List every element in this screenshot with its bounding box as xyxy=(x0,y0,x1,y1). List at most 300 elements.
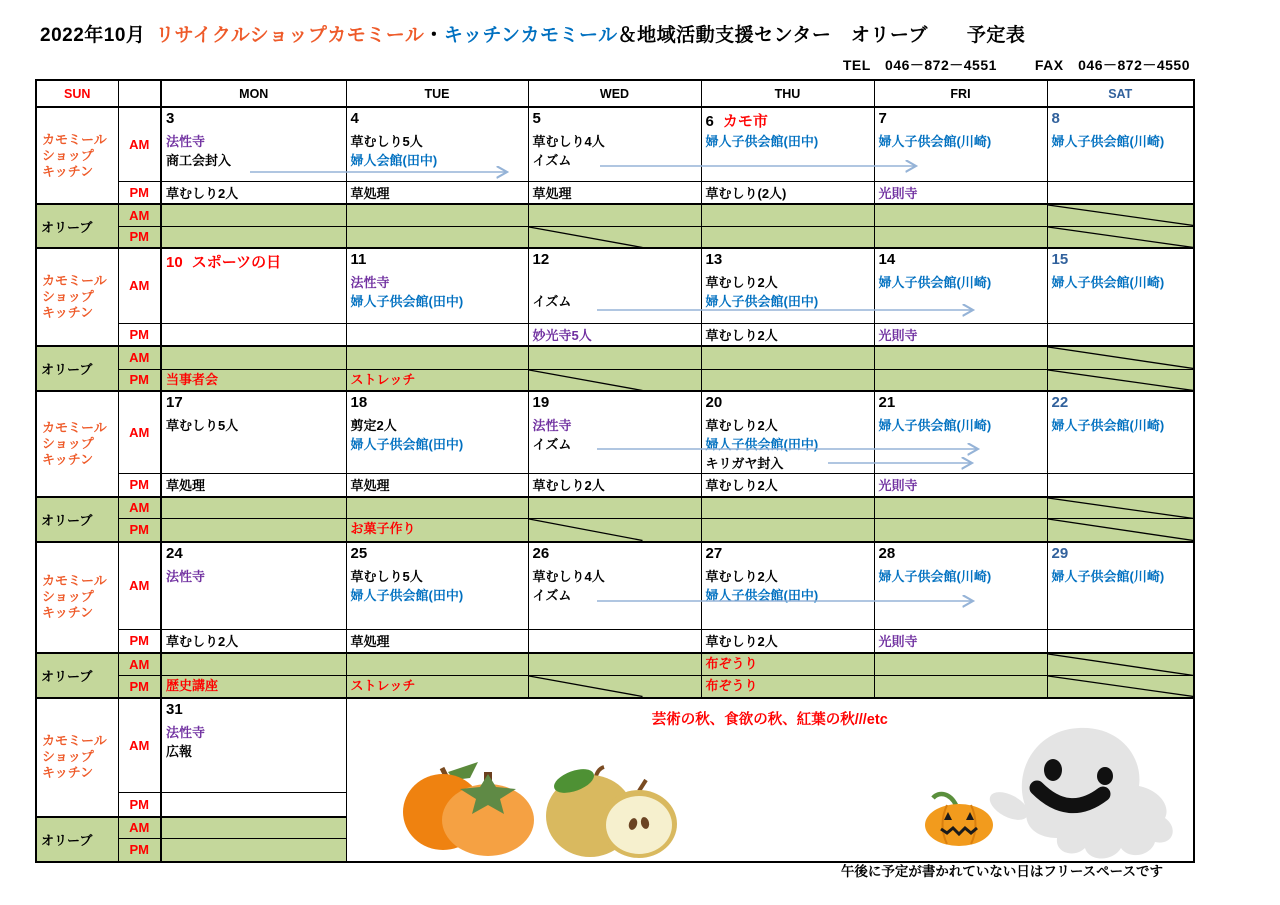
am-label: AM xyxy=(118,248,161,323)
date-row xyxy=(875,249,1047,273)
contact-info xyxy=(35,55,1190,75)
schedule-entry: 婦人子供会館(田中) xyxy=(705,587,819,603)
day-15-olive-pm xyxy=(1047,369,1194,391)
schedule-entry: 婦人子供会館(川崎) xyxy=(1051,275,1165,290)
week-1-pm-row xyxy=(36,181,1194,204)
group-label-line: ショップ xyxy=(42,147,94,163)
schedule-entry: ストレッチ xyxy=(350,678,416,693)
day-5-pm xyxy=(528,181,701,204)
day-6-am xyxy=(701,107,874,181)
day-27-pm xyxy=(701,630,874,653)
schedule-entry: 法性寺 xyxy=(166,724,206,740)
olive-am-label: AM xyxy=(118,817,161,839)
group-label-olive: オリーブ xyxy=(36,653,118,698)
group-label-olive: オリーブ xyxy=(36,204,118,248)
day-31-olive-pm xyxy=(161,839,346,862)
day-17-am xyxy=(161,391,346,474)
date-row xyxy=(162,699,346,723)
title-month: 2022年10月 xyxy=(40,25,146,46)
group-label-olive: オリーブ xyxy=(36,817,118,862)
day-21-olive-pm xyxy=(874,519,1047,542)
date-number: 13 xyxy=(705,251,723,268)
strike-line xyxy=(529,227,701,248)
group-label-line: キッチン xyxy=(42,163,94,179)
day-6-pm xyxy=(701,181,874,204)
schedule-entry: キリガヤ封入 xyxy=(705,456,784,471)
day-15-am xyxy=(1047,248,1194,323)
pm-label: PM xyxy=(118,630,161,653)
day-12-olive-am xyxy=(528,346,701,369)
day-10-am xyxy=(161,248,346,323)
olive-pm-label: PM xyxy=(118,369,161,391)
schedule-entry: 草むしり5人 xyxy=(350,568,423,584)
holiday-label: スポーツの日 xyxy=(191,254,282,271)
week-4-olive-am-row xyxy=(36,653,1194,676)
schedule-entry: 剪定2人 xyxy=(350,418,397,433)
day-24-pm xyxy=(161,630,346,653)
schedule-entry: 草むしり2人 xyxy=(705,327,778,343)
schedule-entry: イズム xyxy=(532,153,572,168)
date-number: 20 xyxy=(705,394,723,411)
group-label-olive: オリーブ xyxy=(36,497,118,542)
seasonal-note: 芸術の秋、食欲の秋、紅葉の秋///etc xyxy=(651,711,888,728)
group-label-line: ショップ xyxy=(42,289,94,304)
date-number: 27 xyxy=(705,544,723,562)
day-29-pm xyxy=(1047,630,1194,653)
schedule-entry: 法性寺 xyxy=(166,134,206,149)
schedule-entry: 布ぞうり xyxy=(705,655,758,671)
day-19-pm xyxy=(528,474,701,497)
day-28-olive-am xyxy=(874,653,1047,676)
day-27-olive-am xyxy=(701,653,874,676)
schedule-entry: イズム xyxy=(532,437,572,452)
date-number: 17 xyxy=(166,394,183,411)
group-label-chamomile xyxy=(36,248,118,346)
week-3-am-row xyxy=(36,391,1194,474)
day-5-am xyxy=(528,107,701,181)
group-label-line: カモミール xyxy=(42,419,107,435)
schedule-entry: ストレッチ xyxy=(350,371,416,387)
date-row xyxy=(875,108,1047,132)
fax-number: FAX 046－872－4550 xyxy=(1034,57,1190,73)
schedule-entry: 婦人子供会館(川崎) xyxy=(878,275,992,290)
schedule-entry: 草むしり5人 xyxy=(350,134,423,149)
week-4-pm-row xyxy=(36,630,1194,653)
pm-label: PM xyxy=(118,323,161,346)
day-21-am xyxy=(874,391,1047,474)
header-tue: TUE xyxy=(346,80,528,107)
day-31-pm xyxy=(161,793,346,817)
olive-am-label: AM xyxy=(118,204,161,226)
group-label-line: キッチン xyxy=(42,605,94,620)
date-number: 31 xyxy=(166,700,183,718)
day-3-pm xyxy=(161,181,346,204)
day-13-olive-am xyxy=(701,346,874,369)
schedule-entry: 草むしり2人 xyxy=(705,568,778,584)
day-22-olive-pm xyxy=(1047,519,1194,542)
schedule-entry: お菓子作り xyxy=(350,521,416,536)
day-10-olive-pm xyxy=(161,369,346,391)
week-2-pm-row xyxy=(36,323,1194,346)
date-number: 25 xyxy=(350,544,368,562)
day-14-olive-pm xyxy=(874,369,1047,391)
date-row xyxy=(347,543,528,567)
schedule-entry: 草処理 xyxy=(166,478,206,493)
date-row xyxy=(529,249,701,273)
date-number: 14 xyxy=(878,251,896,268)
day-6-olive-pm xyxy=(701,226,874,248)
week-5-am-row xyxy=(36,698,1194,793)
schedule-entry: 草むしり2人 xyxy=(166,634,239,649)
date-row xyxy=(702,392,874,416)
date-row xyxy=(347,392,528,416)
strike-line xyxy=(1048,205,1194,226)
header-sat: SAT xyxy=(1047,80,1194,107)
day-17-pm xyxy=(161,474,346,497)
group-label-line: カモミール xyxy=(42,273,107,288)
day-15-pm xyxy=(1047,323,1194,346)
weekday-header xyxy=(36,80,1194,107)
header-fri: FRI xyxy=(874,80,1047,107)
day-28-pm xyxy=(874,630,1047,653)
date-number: 7 xyxy=(878,110,887,127)
day-12-pm xyxy=(528,323,701,346)
date-row xyxy=(1048,392,1194,416)
week-2-olive-am-row xyxy=(36,346,1194,369)
day-17-olive-am xyxy=(161,497,346,519)
schedule-entry: 草むしり2人 xyxy=(166,185,239,201)
strike-line xyxy=(1048,227,1194,248)
day-7-olive-pm xyxy=(874,226,1047,248)
free-space-cell xyxy=(346,698,1194,862)
day-21-olive-am xyxy=(874,497,1047,519)
day-20-am xyxy=(701,391,874,474)
day-4-am xyxy=(346,107,528,181)
day-25-olive-am xyxy=(346,653,528,676)
schedule-entry: 光則寺 xyxy=(878,634,918,649)
schedule-entry: 歴史講座 xyxy=(166,678,219,693)
day-11-olive-pm xyxy=(346,369,528,391)
week-3-olive-am-row xyxy=(36,497,1194,519)
day-7-am xyxy=(874,107,1047,181)
schedule-entry: 広報 xyxy=(166,743,193,759)
week-4-am-row xyxy=(36,542,1194,630)
schedule-entry: 草むしり(2人) xyxy=(705,185,787,201)
schedule-entry: 草むしり5人 xyxy=(166,418,239,433)
date-number: 22 xyxy=(1051,394,1069,411)
title-rest: ＆地域活動支援センター オリーブ 予定表 xyxy=(617,25,1026,46)
date-row xyxy=(702,249,874,273)
strike-line xyxy=(1048,498,1194,519)
schedule-entry: イズム xyxy=(532,294,572,309)
week-2-am-row xyxy=(36,248,1194,323)
date-number: 11 xyxy=(350,251,367,268)
day-11-am xyxy=(346,248,528,323)
header-thu: THU xyxy=(701,80,874,107)
olive-pm-label: PM xyxy=(118,226,161,248)
day-10-pm xyxy=(161,323,346,346)
title-kitchen-name: キッチンカモミール xyxy=(443,25,618,46)
day-15-olive-am xyxy=(1047,346,1194,369)
day-14-pm xyxy=(874,323,1047,346)
day-18-pm xyxy=(346,474,528,497)
date-row xyxy=(529,543,701,567)
schedule-entry: 草処理 xyxy=(350,634,390,649)
day-3-olive-am xyxy=(161,204,346,226)
day-24-olive-pm xyxy=(161,676,346,698)
week-1-olive-pm-row xyxy=(36,226,1194,248)
header-wed: WED xyxy=(528,80,701,107)
day-19-am xyxy=(528,391,701,474)
date-number: 19 xyxy=(532,394,550,411)
day-28-am xyxy=(874,542,1047,630)
week-4-olive-pm-row xyxy=(36,676,1194,698)
group-label-line: ショップ xyxy=(42,435,94,451)
strike-line xyxy=(529,519,701,541)
schedule-entry: 当事者会 xyxy=(166,371,219,387)
schedule-entry: 婦人子供会館(川崎) xyxy=(878,134,992,149)
date-number: 21 xyxy=(878,394,896,411)
schedule-entry: 婦人子供会館(田中) xyxy=(350,587,464,603)
schedule-entry: 婦人子供会館(田中) xyxy=(705,437,819,452)
day-11-pm xyxy=(346,323,528,346)
schedule-entry: 光則寺 xyxy=(878,327,918,343)
day-27-am xyxy=(701,542,874,630)
group-label-line: ショップ xyxy=(42,589,94,604)
date-row xyxy=(1048,543,1194,567)
date-row xyxy=(529,392,701,416)
schedule-entry: 婦人子供会館(田中) xyxy=(350,437,464,452)
day-13-pm xyxy=(701,323,874,346)
day-12-am xyxy=(528,248,701,323)
am-label: AM xyxy=(118,542,161,630)
strike-line xyxy=(1048,654,1194,676)
schedule-entry: 草むしり2人 xyxy=(705,478,778,493)
week-1-am-row xyxy=(36,107,1194,181)
date-row xyxy=(162,249,346,273)
schedule-entry: 草むしり2人 xyxy=(705,418,778,433)
day-18-am xyxy=(346,391,528,474)
schedule-entry: 婦人子供会館(川崎) xyxy=(878,418,992,433)
day-19-olive-am xyxy=(528,497,701,519)
schedule-entry xyxy=(529,273,701,292)
day-26-pm xyxy=(528,630,701,653)
group-label-line: カモミール xyxy=(42,573,107,588)
schedule-entry: 婦人子供会館(川崎) xyxy=(1051,568,1165,584)
page-title xyxy=(40,20,1025,47)
group-label-line: キッチン xyxy=(42,305,94,320)
day-31-am xyxy=(161,698,346,793)
day-10-olive-am xyxy=(161,346,346,369)
schedule-entry: 草むしり4人 xyxy=(532,568,605,584)
day-3-am xyxy=(161,107,346,181)
date-number: 29 xyxy=(1051,544,1069,562)
day-8-olive-am xyxy=(1047,204,1194,226)
day-22-olive-am xyxy=(1047,497,1194,519)
day-26-am xyxy=(528,542,701,630)
date-number: 5 xyxy=(532,110,541,127)
schedule-entry: 法性寺 xyxy=(532,418,572,433)
schedule-entry: 法性寺 xyxy=(166,568,206,584)
day-22-pm xyxy=(1047,474,1194,497)
schedule-entry: 光則寺 xyxy=(878,185,918,201)
am-label: AM xyxy=(118,391,161,474)
day-29-olive-pm xyxy=(1047,676,1194,698)
day-12-olive-pm xyxy=(528,369,701,391)
schedule-entry: 草処理 xyxy=(532,185,572,201)
day-19-olive-pm xyxy=(528,519,701,542)
olive-am-label: AM xyxy=(118,346,161,369)
group-label-chamomile xyxy=(36,391,118,497)
schedule-entry: 商工会封入 xyxy=(166,153,232,168)
holiday-label: カモ市 xyxy=(722,113,768,130)
day-20-pm xyxy=(701,474,874,497)
olive-am-label: AM xyxy=(118,497,161,519)
tel-number: TEL 046－872－4551 xyxy=(842,57,997,73)
schedule-entry: 妙光寺5人 xyxy=(532,327,592,343)
olive-pm-label: PM xyxy=(118,839,161,862)
title-separator: ・ xyxy=(424,25,444,46)
date-number: 15 xyxy=(1051,251,1069,268)
day-8-olive-pm xyxy=(1047,226,1194,248)
weekday-header-row xyxy=(36,80,1194,107)
day-25-pm xyxy=(346,630,528,653)
day-4-pm xyxy=(346,181,528,204)
schedule-entry: 草むしり2人 xyxy=(705,634,778,649)
am-label: AM xyxy=(118,698,161,793)
schedule-entry: 光則寺 xyxy=(878,478,918,493)
strike-line xyxy=(1048,370,1194,391)
schedule-entry: 婦人子供会館(田中) xyxy=(350,294,464,309)
strike-line xyxy=(1048,519,1194,541)
day-7-pm xyxy=(874,181,1047,204)
day-18-olive-am xyxy=(346,497,528,519)
date-number: 6 xyxy=(705,113,714,130)
group-label-line: カモミール xyxy=(42,733,107,748)
strike-line xyxy=(529,370,701,391)
olive-pm-label: PM xyxy=(118,519,161,542)
strike-line xyxy=(1048,347,1194,369)
date-row xyxy=(702,108,874,132)
date-row xyxy=(875,543,1047,567)
day-5-olive-am xyxy=(528,204,701,226)
date-number: 18 xyxy=(350,394,368,411)
strike-line xyxy=(1048,676,1194,697)
schedule-entry: 婦人子供会館(田中) xyxy=(705,134,819,149)
week-3-pm-row xyxy=(36,474,1194,497)
day-13-olive-pm xyxy=(701,369,874,391)
schedule-entry: 草むしり2人 xyxy=(532,478,605,493)
pm-label: PM xyxy=(118,181,161,204)
schedule-entry: 婦人子供会館(田中) xyxy=(705,294,819,309)
day-27-olive-pm xyxy=(701,676,874,698)
date-row xyxy=(875,392,1047,416)
date-row xyxy=(162,392,346,416)
day-20-olive-pm xyxy=(701,519,874,542)
day-31-olive-am xyxy=(161,817,346,839)
day-25-am xyxy=(346,542,528,630)
am-label: AM xyxy=(118,107,161,181)
group-label-olive: オリーブ xyxy=(36,346,118,391)
day-29-am xyxy=(1047,542,1194,630)
day-22-am xyxy=(1047,391,1194,474)
day-5-olive-pm xyxy=(528,226,701,248)
title-shop-name: リサイクルショップカモミール xyxy=(155,25,425,46)
day-4-olive-am xyxy=(346,204,528,226)
date-number: 10 xyxy=(166,254,183,271)
group-label-chamomile xyxy=(36,107,118,204)
day-7-olive-am xyxy=(874,204,1047,226)
group-label-chamomile xyxy=(36,698,118,817)
day-25-olive-pm xyxy=(346,676,528,698)
schedule-entry: 婦人子供会館(川崎) xyxy=(1051,134,1165,149)
date-row xyxy=(529,108,701,132)
olive-am-label: AM xyxy=(118,653,161,676)
schedule-table xyxy=(35,79,1195,863)
group-label-line: キッチン xyxy=(42,765,94,780)
date-row xyxy=(1048,249,1194,273)
header-spacer xyxy=(118,80,161,107)
footer-note: 午後に予定が書かれていない日はフリースペースです xyxy=(840,864,1163,879)
group-label-line: ショップ xyxy=(42,749,94,764)
date-row xyxy=(702,543,874,567)
day-3-olive-pm xyxy=(161,226,346,248)
day-8-am xyxy=(1047,107,1194,181)
day-21-pm xyxy=(874,474,1047,497)
day-11-olive-am xyxy=(346,346,528,369)
date-row xyxy=(347,249,528,273)
date-row xyxy=(162,108,346,132)
date-number: 26 xyxy=(532,544,550,562)
day-4-olive-pm xyxy=(346,226,528,248)
date-number: 28 xyxy=(878,544,896,562)
olive-pm-label: PM xyxy=(118,676,161,698)
pm-label: PM xyxy=(118,793,161,817)
date-row xyxy=(347,108,528,132)
schedule-entry: 草処理 xyxy=(350,478,390,493)
week-2-olive-pm-row xyxy=(36,369,1194,391)
header-mon: MON xyxy=(161,80,346,107)
calendar-body xyxy=(36,107,1194,862)
schedule-entry: 草むしり4人 xyxy=(532,134,605,149)
day-13-am xyxy=(701,248,874,323)
schedule-entry: 草むしり2人 xyxy=(705,275,778,290)
schedule-entry: 婦人子供会館(川崎) xyxy=(1051,418,1165,433)
date-number: 4 xyxy=(350,110,359,127)
day-14-olive-am xyxy=(874,346,1047,369)
schedule-entry: 布ぞうり xyxy=(705,678,758,693)
group-label-chamomile xyxy=(36,542,118,653)
day-28-olive-pm xyxy=(874,676,1047,698)
day-8-pm xyxy=(1047,181,1194,204)
day-17-olive-pm xyxy=(161,519,346,542)
schedule-entry: 法性寺 xyxy=(350,275,390,290)
pm-label: PM xyxy=(118,474,161,497)
week-3-olive-pm-row xyxy=(36,519,1194,542)
day-24-am xyxy=(161,542,346,630)
day-6-olive-am xyxy=(701,204,874,226)
day-26-olive-am xyxy=(528,653,701,676)
date-number: 24 xyxy=(166,544,183,562)
group-label-line: キッチン xyxy=(42,451,94,467)
schedule-entry: 婦人会館(田中) xyxy=(350,153,438,168)
date-number: 3 xyxy=(166,110,175,127)
strike-line xyxy=(529,676,701,697)
group-label-line: カモミール xyxy=(42,131,107,147)
date-number: 12 xyxy=(532,251,550,268)
schedule-entry: 草処理 xyxy=(350,185,390,201)
date-number: 8 xyxy=(1051,110,1060,127)
